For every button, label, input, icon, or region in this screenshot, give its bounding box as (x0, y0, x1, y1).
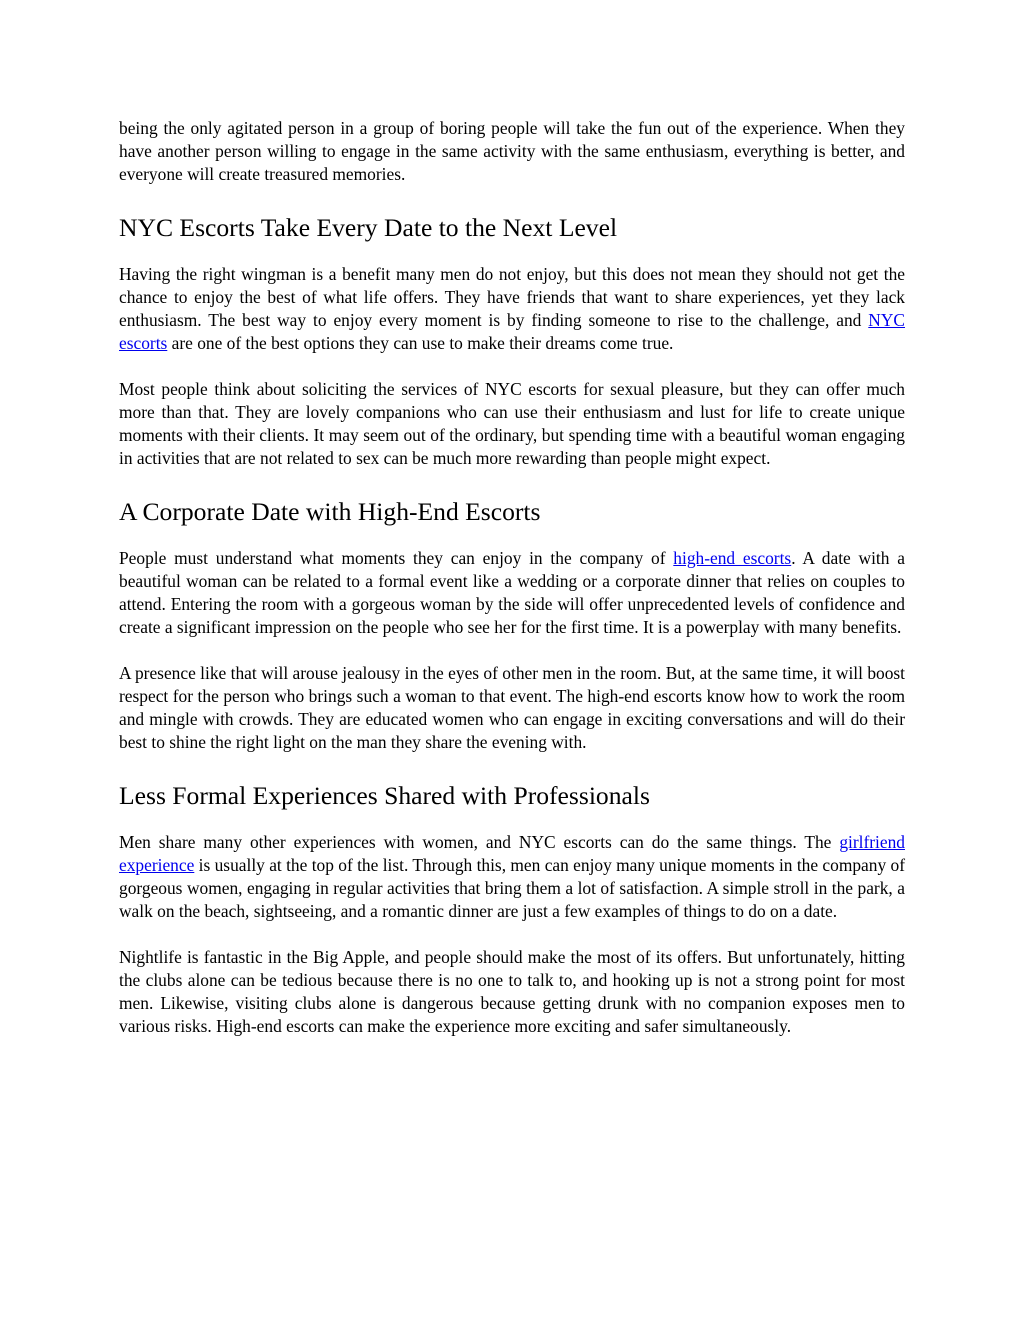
paragraph-moments-text-1: People must understand what moments they can enjoy in the company of (119, 548, 674, 568)
paragraph-moments-text-2: . A date with a beautiful woman can be related to a formal event like a wedding or a corporate dinner that relies on couples to attend. Entering the room with a gorgeous woman by the side will offer unprecedented levels of confidence and create a significant impression on the people who see her for the first time. It is a powerplay with many benefits. (119, 548, 905, 637)
paragraph-intro (119, 117, 905, 186)
link-nyc-escorts[interactable]: NYC escorts (119, 310, 905, 353)
paragraph-soliciting-text: Most people think about soliciting the services of NYC escorts for sexual pleasure, but they can offer much more than that. They are lovely companions who can use their enthusiasm and lust for life to create unique moments with their clients. It may seem out of the ordinary, but spending time with a beautiful woman engaging in activities that are not related to sex can be much more rewarding than people might expect. (119, 379, 905, 468)
heading-corporate-date: A Corporate Date with High-End Escorts (119, 497, 541, 526)
paragraph-experiences-text-1: Men share many other experiences with women, and NYC escorts can do the same things. The (119, 832, 840, 852)
document-page (119, 117, 905, 1038)
paragraph-experiences (119, 831, 905, 923)
paragraph-presence-text: A presence like that will arouse jealousy in the eyes of other men in the room. But, at the same time, it will boost respect for the person who brings such a woman to that event. The high-end escorts know how to work the room and mingle with crowds. They are educated women who can engage in exciting conversations and will do their best to shine the right light on the man they share the evening with. (119, 663, 905, 752)
heading-less-formal: Less Formal Experiences Shared with Professionals (119, 781, 650, 810)
paragraph-wingman-text-1: Having the right wingman is a benefit many men do not enjoy, but this does not mean they should not get the chance to enjoy the best of what life offers. They have friends that want to share experiences, yet they lack enthusiasm. The best way to enjoy every moment is by finding someone to rise to the challenge, and (119, 264, 905, 330)
paragraph-soliciting (119, 378, 905, 470)
paragraph-experiences-text-2: is usually at the top of the list. Through this, men can enjoy many unique moments in the company of gorgeous women, engaging in regular activities that bring them a lot of satisfaction. A simple stroll in the park, a walk on the beach, sightseeing, and a romantic dinner are just a few examples of things to do on a date. (119, 855, 905, 921)
paragraph-intro-text: being the only agitated person in a group of boring people will take the fun out of the experience. When they have another person willing to engage in the same activity with the same enthusiasm, everything is better, and everyone will create treasured memories. (119, 118, 905, 184)
paragraph-nightlife-text: Nightlife is fantastic in the Big Apple, and people should make the most of its offers. But unfortunately, hitting the clubs alone can be tedious because there is no one to talk to, and hooking up is not a strong point for most men. Likewise, visiting clubs alone is dangerous because getting drunk with no companion exposes men to various risks. High-end escorts can make the experience more exciting and safer simultaneously. (119, 947, 905, 1036)
paragraph-wingman (119, 263, 905, 355)
paragraph-wingman-text-2: are one of the best options they can use to make their dreams come true. (167, 333, 674, 353)
link-high-end-escorts[interactable]: high-end escorts (673, 548, 792, 568)
paragraph-nightlife (119, 946, 905, 1038)
heading-nyc-escorts: NYC Escorts Take Every Date to the Next Level (119, 213, 618, 242)
paragraph-presence (119, 662, 905, 754)
paragraph-moments (119, 547, 905, 639)
link-girlfriend-experience[interactable]: girlfriend experience (119, 832, 905, 875)
